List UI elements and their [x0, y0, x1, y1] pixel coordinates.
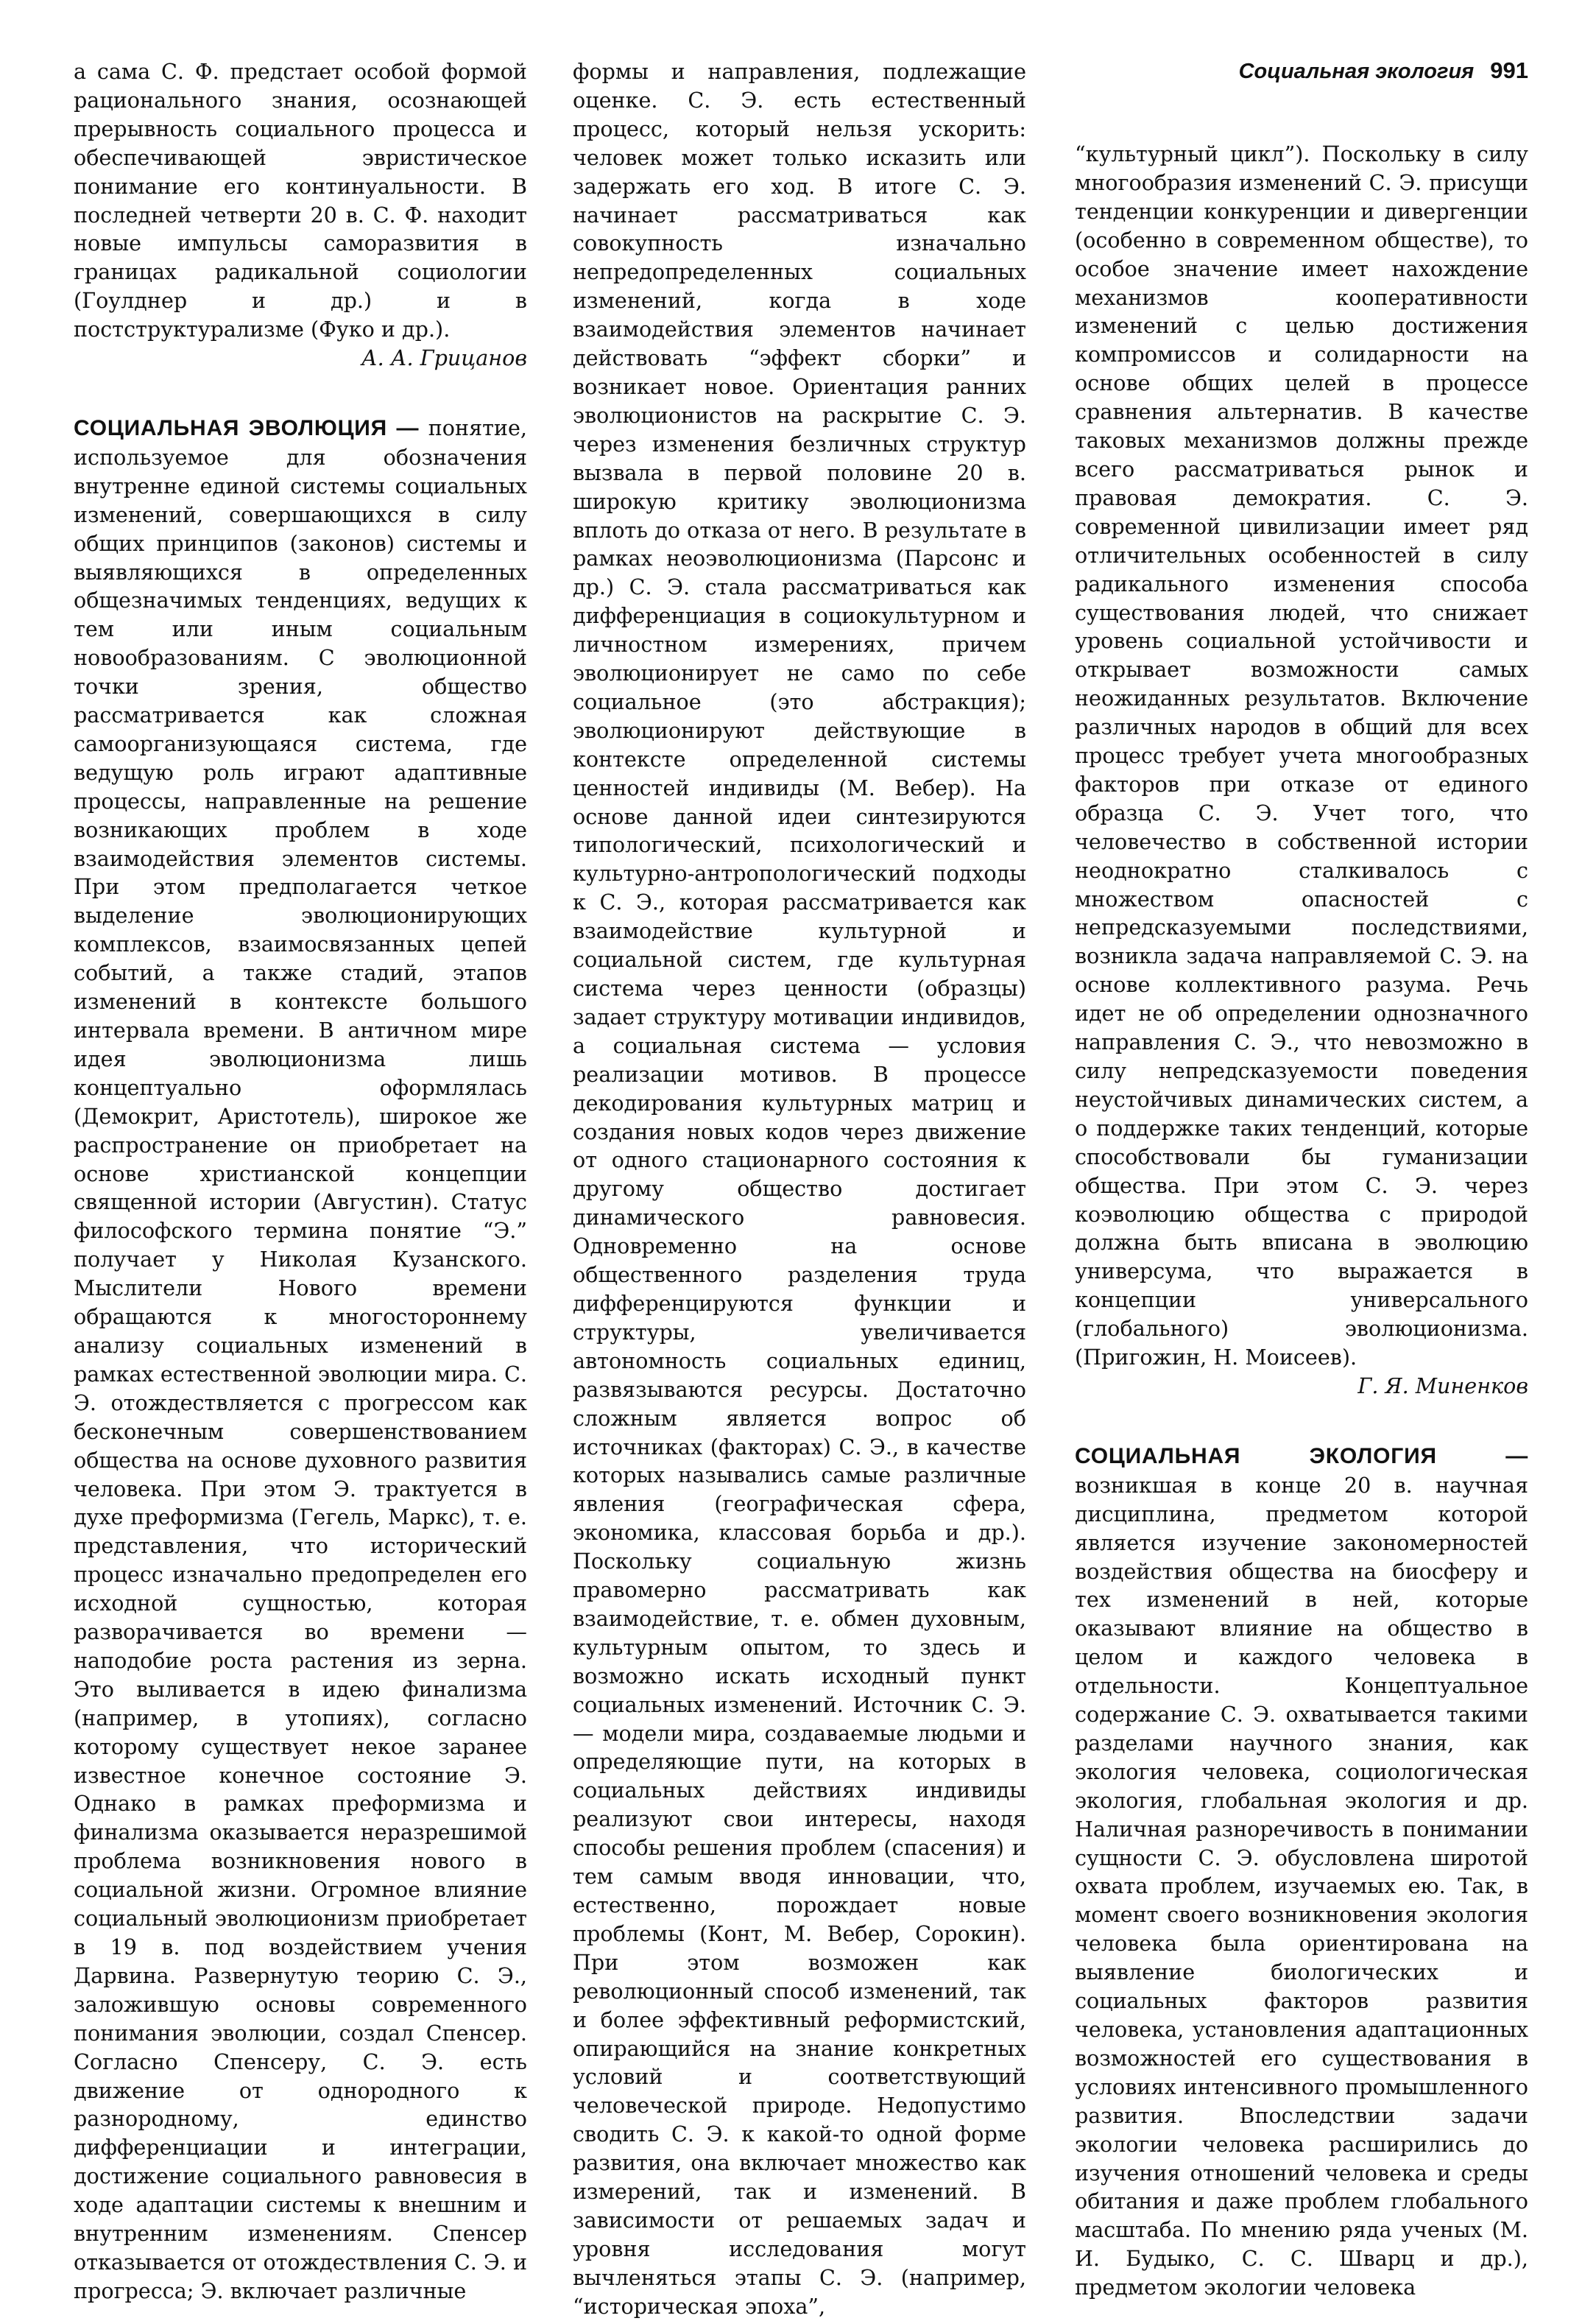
article-term: СОЦИАЛЬНАЯ ЭВОЛЮЦИЯ —	[74, 415, 420, 440]
running-header	[1075, 57, 1528, 84]
article-body	[74, 414, 527, 2306]
article-text: понятие, используемое для обозначения внутренне единой системы социальных изменений, совершающихся в силу общих принципов (законов) системы и выявляющихся в определенных общезначимых тенденциях, ведущих к тем или иным социальным новообразованиям. С эволюционной точки зрения, общество рассматривается как сложная самоорганизующаяся система, где ведущую роль играют адаптивные процессы, направленные на решение возникающих проблем в ходе взаимодействия элементов системы. При этом предполагается четкое выделение эволюционирующих комплексов, взаимосвязанных цепей событий, а также стадий, этапов изменений в контексте большого интервала времени. В античном мире идея эволюционизма лишь концептуально оформлялась (Демокрит, Аристотель), широкое же распространение он приобретает на основе христианской концепции священной истории (Августин). Статус философского термина понятие “Э.” получает у Николая Кузанского. Мыслители Нового времени обращаются к многостороннему анализу социальных изменений в рамках естественной эволюции мира. С. Э. отождествляется с прогрессом как бесконечным совершенствованием общества на основе духовного развития человека. При этом Э. трактуется в духе преформизма (Гегель, Маркс), т. е. представления, что исторический процесс изначально предопределен его исходной сущностью, которая разворачивается во времени — наподобие роста растения из зерна. Это выливается в идею финализма (например, в утопиях), согласно которому существует некое заранее известное конечное состояние Э. Однако в рамках преформизма и финализма оказывается неразрешимой проблема возникновения нового в социальной жизни. Огромное влияние социальный эволюционизм приобретает в 19 в. под воздействием учения Дарвина. Развернутую теорию С. Э., заложившую основы современного понимания эволюции, создал Спенсер. Согласно Спенсеру, С. Э. есть движение от однородного к разнородному, единство дифференциации и интеграции, достижение социального равновесия в ходе адаптации системы к внешним и внутренним изменениям. Спенсер отказывается от отождествления С. Э. и прогресса; Э. включает различные	[74, 415, 527, 2303]
article-text-continued: “культурный цикл”). Поскольку в силу многообразия изменений С. Э. присущи тенденции конкуренции и дивергенции (особенно в современном обществе), то особое значение имеет нахождение механизмов кооперативности изменений с целью достижения компромиссов и солидарности на основе общих целей в процессе сравнения альтернатив. В качестве таковых механизмов должны прежде всего рассматриваться рынок и правовая демократия. С. Э. современной цивилизации имеет ряд отличительных особенностей в силу радикального изменения способа существования людей, что снижает уровень социальной устойчивости и открывает возможности самых неожиданных результатов. Включение различных народов в общий для всех процесс требует учета многообразных факторов при отказе от единого образца С. Э. Учет того, что человечество в собственной истории неоднократно сталкивалось с множеством опасностей с непредсказуемыми последствиями, возникла задача направляемой С. Э. на основе коллективного разума. Речь идет не об определении однозначного направления С. Э., что невозможно в силу непредсказуемости поведения неустойчивых динамических систем, а о поддержке таких тенденций, которые способствовали бы гуманизации общества. При этом С. Э. через коэволюцию общества с природой должна быть вписана в эволюцию универсума, что выражается в концепции универсального (глобального) эволюционизма. (Пригожин, Н. Моисеев).	[1075, 141, 1528, 1370]
text-column-1	[74, 57, 527, 2303]
article-social-evolution	[74, 414, 527, 2306]
article-author: Г. Я. Миненков	[1357, 1373, 1528, 1398]
text-column-3	[1075, 140, 1528, 2300]
article-text: возникшая в конце 20 в. научная дисциплина, предметом которой является изучение закономерностей воздействия общества на биосферу и тех изменений в ней, которые оказывают влияние на общество в целом и каждого человека в отдельности. Концептуальное содержание С. Э. охватывается такими разделами научного знания, как экология человека, социологическая экология, глобальная экология и др. Наличная разноречивость в понимании сущности С. Э. обусловлена широтой охвата проблем, изучаемых ею. Так, в момент своего возникновения экология человека была ориентирована на выявление биологических и социальных факторов развития человека, установления адаптационных возможностей его существования в условиях интенсивного промышленного развития. Впоследствии задачи экологии человека расширились до изучения отношений человека и среды обитания и даже проблем глобального масштаба. По мнению ряда ученых (М. И. Будыко, С. С. Шварц и др.), предметом экологии человека	[1075, 1472, 1528, 2300]
page-number: 991	[1490, 57, 1528, 83]
article-body	[1075, 1442, 1528, 2302]
article-text-continued: формы и направления, подлежащие оценке. С. Э. есть естественный процесс, который нельзя ускорить: человек может только исказить или задержать его ход. В итоге С. Э. начинает рассматриваться как совокупность изначально непредопределенных социальных изменений, когда в ходе взаимодействия элементов начинает действовать “эффект сборки” и возникает новое. Ориентация ранних эволюционистов на раскрытие С. Э. через изменения безличных структур вызвала в первой половине 20 в. широкую критику эволюционизма вплоть до отказа от него. В результате в рамках неоэволюционизма (Парсонс и др.) С. Э. стала рассматриваться как дифференциация в социокультурном и личностном измерениях, причем эволюционирует не само по себе социальное (это абстракция); эволюционируют действующие в контексте определенной системы ценностей индивиды (М. Вебер). На основе данной идеи синтезируются типологический, психологический и культурно-антропологический подходы к С. Э., которая рассматривается как взаимодействие культурной и социальной систем, где культурная система через ценности (образцы) задает структуру мотивации индивидов, а социальная система — условия реализации мотивов. В процессе декодирования культурных матриц и создания новых кодов через движение от одного стационарного состояния к другому общество достигает динамического равновесия. Одновременно на основе общественного разделения труда дифференцируются функции и структуры, увеличивается автономность социальных единиц, развязываются ресурсы. Достаточно сложным является вопрос об источниках (факторах) С. Э., в качестве которых назывались самые различные явления (географическая сфера, экономика, классовая борьба и др.). Поскольку социальную жизнь правомерно рассматривать как взаимодействие, т. е. обмен духовным, культурным опытом, то здесь и возможно искать исходный пункт социальных изменений. Источник С. Э. — модели мира, создаваемые людьми и определяющие пути, на которых в социальных действиях индивиды реализуют свои интересы, находя способы решения проблем (спасения) и тем самым вводя инновации, что, естественно, порождает новые проблемы (Конт, М. Вебер, Сорокин). При этом возможен как революционный способ изменений, так и более эффективный реформистский, опирающийся на знание конкретных условий и соответствующий человеческой природе. Недопустимо сводить С. Э. к какой-то одной форме развития, она включает множество как измерений, так и изменений. В зависимости от решаемых задач и уровня исследования могут вычленяться этапы С. Э. (например, “историческая эпоха”,	[573, 59, 1026, 2319]
continued-article-text: а сама С. Ф. предстает особой формой рационального знания, осознающей прерывность социального процесса и обеспечивающей эвристическое понимание его континуальности. В последней четверти 20 в. С. Ф. находит новые импульсы саморазвития в границах радикальной социологии (Гоулднер и др.) и в постструктурализме (Фуко и др.).	[74, 59, 527, 342]
article-term: СОЦИАЛЬНАЯ ЭКОЛОГИЯ —	[1075, 1443, 1528, 1468]
article-author: А. А. Грицанов	[361, 345, 527, 371]
article-social-ecology	[1075, 1442, 1528, 2302]
running-header-title: Социальная экология	[1238, 60, 1475, 83]
text-column-2	[573, 57, 1026, 2319]
